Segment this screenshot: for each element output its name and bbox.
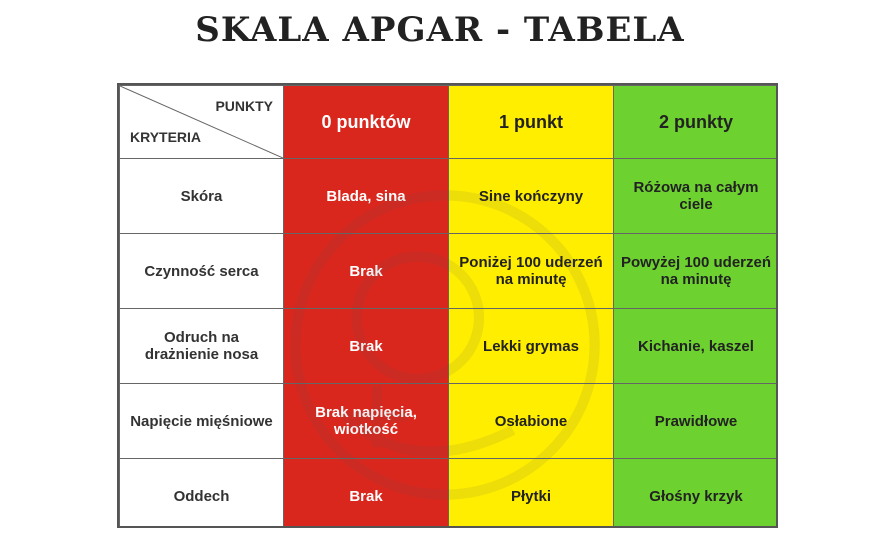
header-1-point: 1 punkt xyxy=(449,86,614,159)
score-2-cell: Kichanie, kaszel xyxy=(614,309,779,384)
score-1-cell: Osłabione xyxy=(449,384,614,459)
score-1-cell: Płytki xyxy=(449,459,614,529)
table-row xyxy=(120,309,779,384)
score-0-cell: Brak napięcia, wiotkość xyxy=(284,384,449,459)
score-0-cell: Brak xyxy=(284,234,449,309)
score-2-cell: Prawidłowe xyxy=(614,384,779,459)
score-1-cell: Lekki grymas xyxy=(449,309,614,384)
criterion-cell: Skóra xyxy=(120,159,284,234)
criterion-cell: Napięcie mięśniowe xyxy=(120,384,284,459)
header-0-points: 0 punktów xyxy=(284,86,449,159)
table-row xyxy=(120,384,779,459)
page-title: SKALA APGAR - TABELA xyxy=(195,10,685,50)
criterion-cell: Czynność serca xyxy=(120,234,284,309)
score-0-cell: Brak xyxy=(284,309,449,384)
punkty-label: PUNKTY xyxy=(215,98,273,114)
header-2-points: 2 punkty xyxy=(614,86,779,159)
table-row xyxy=(120,234,779,309)
score-1-cell: Sine kończyny xyxy=(449,159,614,234)
header-corner-cell xyxy=(120,86,284,159)
table-row xyxy=(120,159,779,234)
score-2-cell: Powyżej 100 uderzeń na minutę xyxy=(614,234,779,309)
kryteria-label: KRYTERIA xyxy=(130,129,202,145)
table-row xyxy=(120,459,779,529)
score-2-cell: Różowa na całym ciele xyxy=(614,159,779,234)
table-header-row xyxy=(120,86,779,159)
apgar-table xyxy=(117,83,778,528)
diagonal-divider xyxy=(120,86,283,158)
criterion-cell: Oddech xyxy=(120,459,284,529)
criterion-cell: Odruch na drażnienie nosa xyxy=(120,309,284,384)
score-1-cell: Poniżej 100 uderzeń na minutę xyxy=(449,234,614,309)
score-0-cell: Blada, sina xyxy=(284,159,449,234)
score-0-cell: Brak xyxy=(284,459,449,529)
score-2-cell: Głośny krzyk xyxy=(614,459,779,529)
